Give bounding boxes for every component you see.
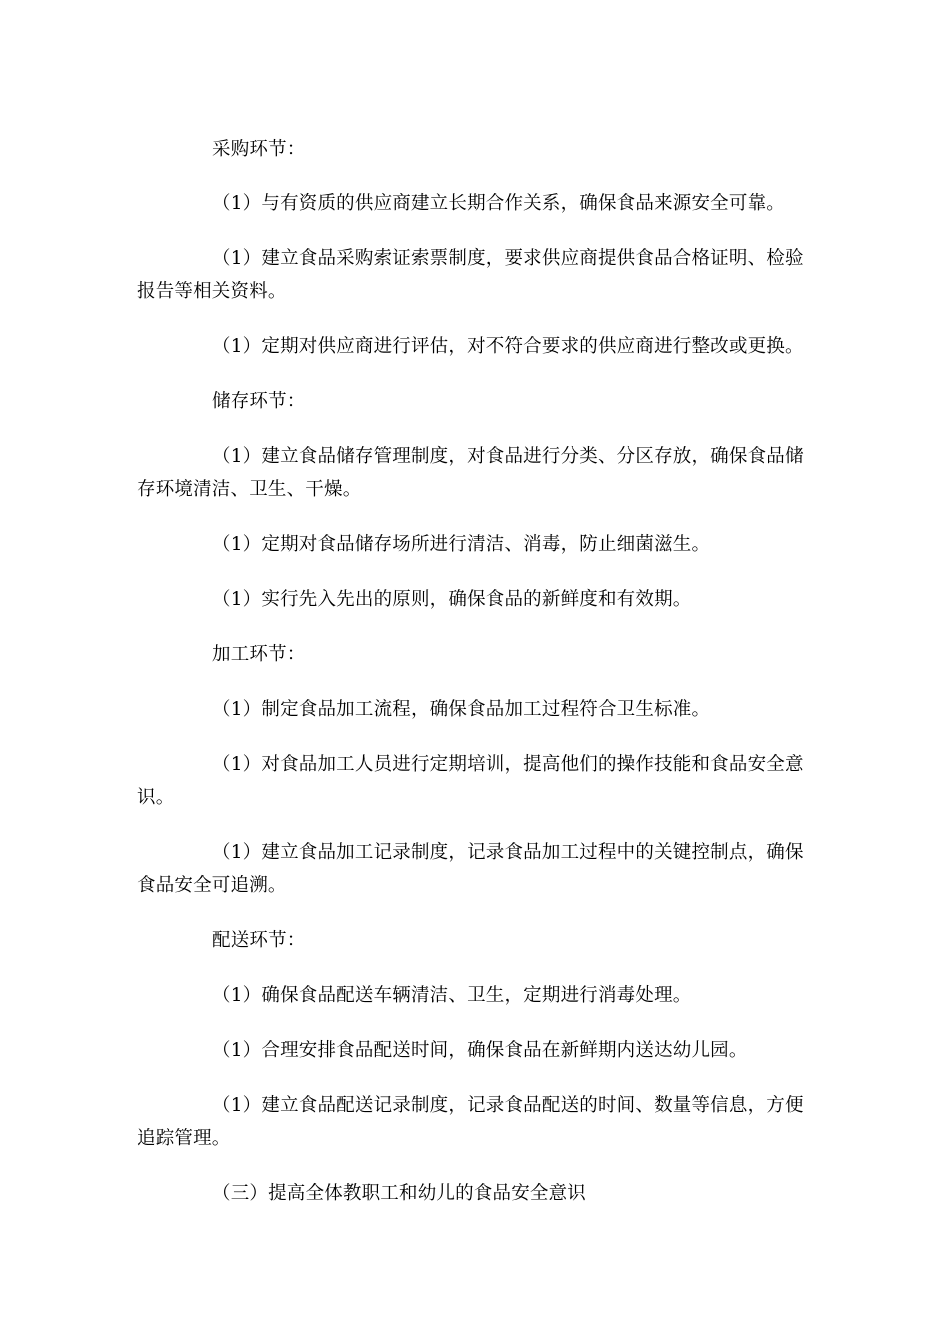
paragraph-delivery-1: （1）确保食品配送车辆清洁、卫生，定期进行消毒处理。 (212, 985, 692, 1006)
paragraph-processing-2: （1）对食品加工人员进行定期培训，提高他们的操作技能和食品安全意识。 (137, 754, 804, 808)
paragraph-storage-1: （1）建立食品储存管理制度，对食品进行分类、分区存放，确保食品储存环境清洁、卫生、干燥。 (137, 446, 804, 500)
paragraph-procurement-2: （1）建立食品采购索证索票制度，要求供应商提供食品合格证明、检验报告等相关资料。 (137, 248, 804, 302)
paragraph-procurement-1: （1）与有资质的供应商建立长期合作关系，确保食品来源安全可靠。 (212, 193, 785, 214)
heading-delivery: 配送环节： (212, 930, 306, 951)
paragraph-storage-3: （1）实行先入先出的原则，确保食品的新鲜度和有效期。 (212, 589, 692, 610)
paragraph-processing-1: （1）制定食品加工流程，确保食品加工过程符合卫生标准。 (212, 699, 711, 720)
heading-procurement: 采购环节： (212, 139, 306, 160)
heading-storage: 储存环节： (212, 391, 306, 412)
paragraph-processing-3: （1）建立食品加工记录制度，记录食品加工过程中的关键控制点，确保食品安全可追溯。 (137, 842, 804, 896)
paragraph-delivery-3: （1）建立食品配送记录制度，记录食品配送的时间、数量等信息，方便追踪管理。 (137, 1095, 804, 1149)
section-heading-safety-awareness: （三）提高全体教职工和幼儿的食品安全意识 (212, 1183, 587, 1204)
heading-processing: 加工环节： (212, 644, 306, 665)
paragraph-procurement-3: （1）定期对供应商进行评估，对不符合要求的供应商进行整改或更换。 (212, 336, 804, 357)
paragraph-delivery-2: （1）合理安排食品配送时间，确保食品在新鲜期内送达幼儿园。 (212, 1040, 748, 1061)
paragraph-storage-2: （1）定期对食品储存场所进行清洁、消毒，防止细菌滋生。 (212, 534, 711, 555)
